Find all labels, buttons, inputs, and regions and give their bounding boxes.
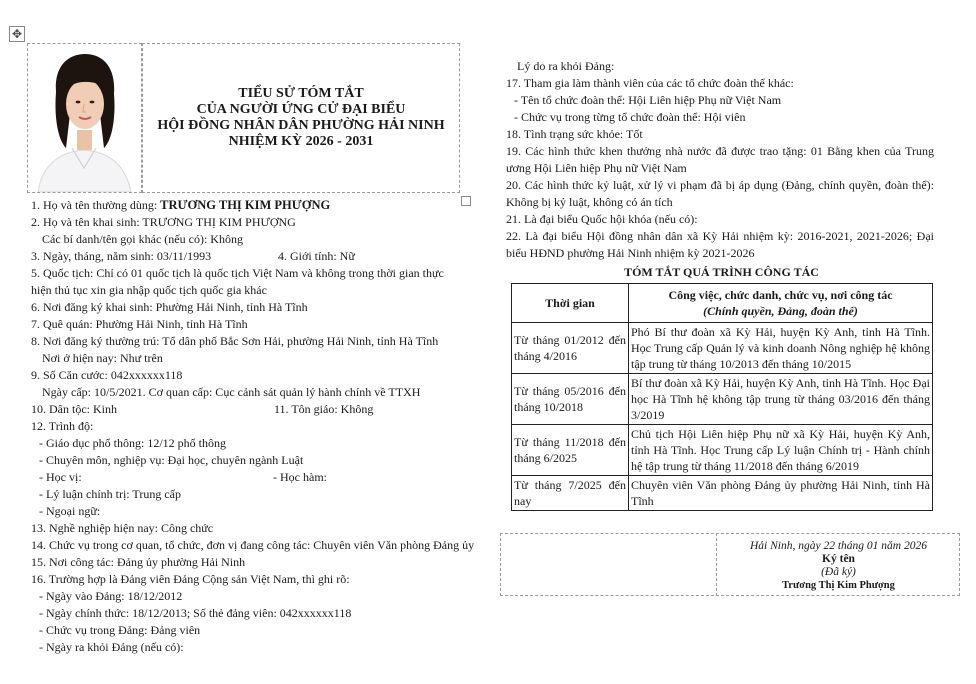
table-row — [512, 476, 933, 511]
title-line-3: HỘI ĐỒNG NHÂN DÂN PHƯỜNG HẢI NINH — [157, 118, 445, 133]
field-permanent-residence: 8. Nơi đăng ký thường trú: Tổ dân phố Bắc Sơn Hải, phường Hải Ninh, tỉnh Hà Tĩnh — [31, 334, 439, 348]
signature-label: Ký tên — [822, 553, 855, 565]
table-row — [512, 374, 933, 425]
field-organization-role: - Chức vụ trong từng tổ chức đoàn thể: Hội viên — [514, 110, 746, 124]
field-position: 14. Chức vụ trong cơ quan, tổ chức, đơn vị đang công tác: Chuyên viên Văn phòng Đảng ủy — [31, 538, 475, 552]
left-column — [31, 197, 475, 656]
field-foreign-language: - Ngoại ngữ: — [39, 504, 101, 518]
field-political-theory: - Lý luận chính trị: Trung cấp — [39, 487, 181, 501]
table-header-row — [512, 284, 933, 323]
field-common-name: 1. Họ và tên thường dùng: TRƯƠNG THỊ KIM PHƯỢNG — [31, 198, 331, 212]
field-professional: - Chuyên môn, nghiệp vụ: Đại học, chuyên ngành Luật — [39, 453, 304, 467]
field-organization-name: - Tên tổ chức đoàn thể: Hội Liên hiệp Phụ nữ Việt Nam — [514, 93, 782, 107]
signer-name: Trương Thị Kim Phượng — [782, 580, 895, 591]
field-health: 18. Tình trạng sức khỏe: Tốt — [506, 127, 643, 141]
title-block — [142, 43, 460, 193]
field-discipline: 20. Các hình thức kỷ luật, xử lý vi phạm đã bị áp dụng (Đảng, chính quyền, đoàn thể): Không bị kỷ luật, không có án tích — [506, 178, 934, 209]
field-party-leave-date: - Ngày ra khỏi Đảng (nếu có): — [39, 640, 184, 654]
field-hometown: 7. Quê quán: Phường Hải Ninh, tỉnh Hà Tĩnh — [31, 317, 248, 331]
field-dob-gender — [31, 248, 461, 265]
row-description: Chủ tịch Hội Liên hiệp Phụ nữ xã Kỳ Hải, huyện Kỳ Anh, tỉnh Hà Tĩnh. Học Trung cấp Lý luận Chính trị - Hành chính hệ tập trung từ tháng 11/2018 đến tháng 6/2019 — [629, 425, 933, 476]
field-party-join-date: - Ngày vào Đảng: 18/12/2012 — [39, 589, 183, 603]
field-party-position: - Chức vụ trong Đảng: Đảng viên — [39, 623, 201, 637]
field-ethnicity-religion — [31, 401, 461, 418]
row-description: Phó Bí thư đoàn xã Kỳ Hải, huyện Kỳ Anh, tỉnh Hà Tĩnh. Học Trung cấp Quản lý và kinh doanh Nông nghiệp hệ không tập trung từ tháng 10/2013 đến tháng 10/2015 — [629, 323, 933, 374]
right-column — [506, 58, 934, 262]
field-organizations: 17. Tham gia làm thành viên của các tổ chức đoàn thể khác: — [506, 76, 794, 90]
field-general-education: - Giáo dục phổ thông: 12/12 phổ thông — [39, 436, 226, 450]
resize-handle-icon[interactable] — [461, 196, 471, 206]
field-workplace: 15. Nơi công tác: Đảng ủy phường Hải Ninh — [31, 555, 246, 569]
field-birth-registration: 6. Nơi đăng ký khai sinh: Phường Hải Ninh, tỉnh Hà Tĩnh — [31, 300, 308, 314]
field-id-number: 9. Số Căn cước: 042xxxxxx118 — [31, 368, 183, 382]
title-line-2: CỦA NGƯỜI ỨNG CỬ ĐẠI BIỂU — [196, 102, 406, 117]
row-time: Từ tháng 01/2012 đến tháng 4/2016 — [512, 323, 629, 374]
field-education-heading: 12. Trình độ: — [31, 419, 94, 433]
title-line-4: NHIỆM KỲ 2026 - 2031 — [228, 134, 374, 149]
column-header-time: Thời gian — [512, 284, 629, 323]
field-birth-name: 2. Họ và tên khai sinh: TRƯƠNG THỊ KIM PHƯỢNG — [31, 215, 296, 229]
row-time: Từ tháng 7/2025 đến nay — [512, 476, 629, 511]
work-history-title: TÓM TẮT QUÁ TRÌNH CÔNG TÁC — [624, 265, 819, 279]
row-time: Từ tháng 05/2016 đến tháng 10/2018 — [512, 374, 629, 425]
column-header-description — [629, 284, 933, 323]
field-national-assembly: 21. Là đại biểu Quốc hội khóa (nếu có): — [506, 212, 698, 226]
field-academic-title: - Học hàm: — [273, 470, 327, 484]
row-description: Chuyên viên Văn phòng Đảng ủy phường Hải Ninh, tỉnh Hà Tĩnh — [629, 476, 933, 511]
table-row — [512, 425, 933, 476]
column-header-description-line-1: Công việc, chức danh, chức vụ, nơi công tác — [668, 288, 893, 302]
move-handle-icon[interactable]: ✥ — [9, 26, 25, 42]
work-history-table — [511, 283, 933, 511]
field-party-leave-reason: Lý do ra khỏi Đảng: — [517, 59, 615, 73]
field-awards: 19. Các hình thức khen thưởng nhà nước đã được trao tặng: 01 Bằng khen của Trung ương Hội Liên hiệp Phụ nữ Việt Nam — [506, 144, 934, 175]
field-party-official-date: - Ngày chính thức: 18/12/2013; Số thẻ đảng viên: 042xxxxxx118 — [39, 606, 352, 620]
field-party-heading: 16. Trường hợp là Đảng viên Đảng Cộng sản Việt Nam, thì ghi rõ: — [31, 572, 350, 586]
field-degree: - Học vị: — [39, 470, 82, 484]
field-dob: 3. Ngày, tháng, năm sinh: 03/11/1993 — [31, 249, 212, 263]
signature-block — [717, 540, 960, 592]
field-nationality: 5. Quốc tịch: Chỉ có 01 quốc tịch là quốc tịch Việt Nam và không trong thời gian thực — [31, 266, 444, 280]
table-row — [512, 323, 933, 374]
field-gender: 4. Giới tính: Nữ — [278, 249, 355, 263]
title-line-1: TIỂU SỬ TÓM TẮT — [238, 86, 364, 101]
row-description: Bí thư đoàn xã Kỳ Hải, huyện Kỳ Anh, tỉnh Hà Tĩnh. Học Đại học Hà Tĩnh hệ không tập trung từ tháng 03/2016 đến tháng 3/2019 — [629, 374, 933, 425]
field-ethnicity: 10. Dân tộc: Kinh — [31, 402, 117, 416]
signature-place-date: Hải Ninh, ngày 22 tháng 01 năm 2026 — [750, 540, 927, 552]
field-council-terms: 22. Là đại biểu Hội đồng nhân dân xã Kỳ Hải nhiệm kỳ: 2016-2021, 2021-2026; Đại biểu HĐND phường Hải Ninh nhiệm kỳ 2021-2026 — [506, 229, 934, 260]
signature-signed: (Đã ký) — [821, 566, 856, 578]
field-religion: 11. Tôn giáo: Không — [274, 402, 374, 416]
field-nationality-cont: hiện thủ tục xin gia nhập quốc tịch quốc gia khác — [31, 283, 267, 297]
field-degree-title — [31, 469, 461, 486]
portrait-photo — [27, 43, 142, 193]
signature-empty-cell — [500, 533, 717, 596]
field-id-issue: Ngày cấp: 10/5/2021. Cơ quan cấp: Cục cảnh sát quản lý hành chính về TTXH — [42, 385, 421, 399]
column-header-description-line-2: (Chính quyền, Đảng, đoàn thể) — [703, 304, 858, 318]
field-occupation: 13. Nghề nghiệp hiện nay: Công chức — [31, 521, 214, 535]
field-alias: Các bí danh/tên gọi khác (nếu có): Không — [42, 232, 243, 246]
row-time: Từ tháng 11/2018 đến tháng 6/2025 — [512, 425, 629, 476]
field-current-residence: Nơi ở hiện nay: Như trên — [42, 351, 163, 365]
